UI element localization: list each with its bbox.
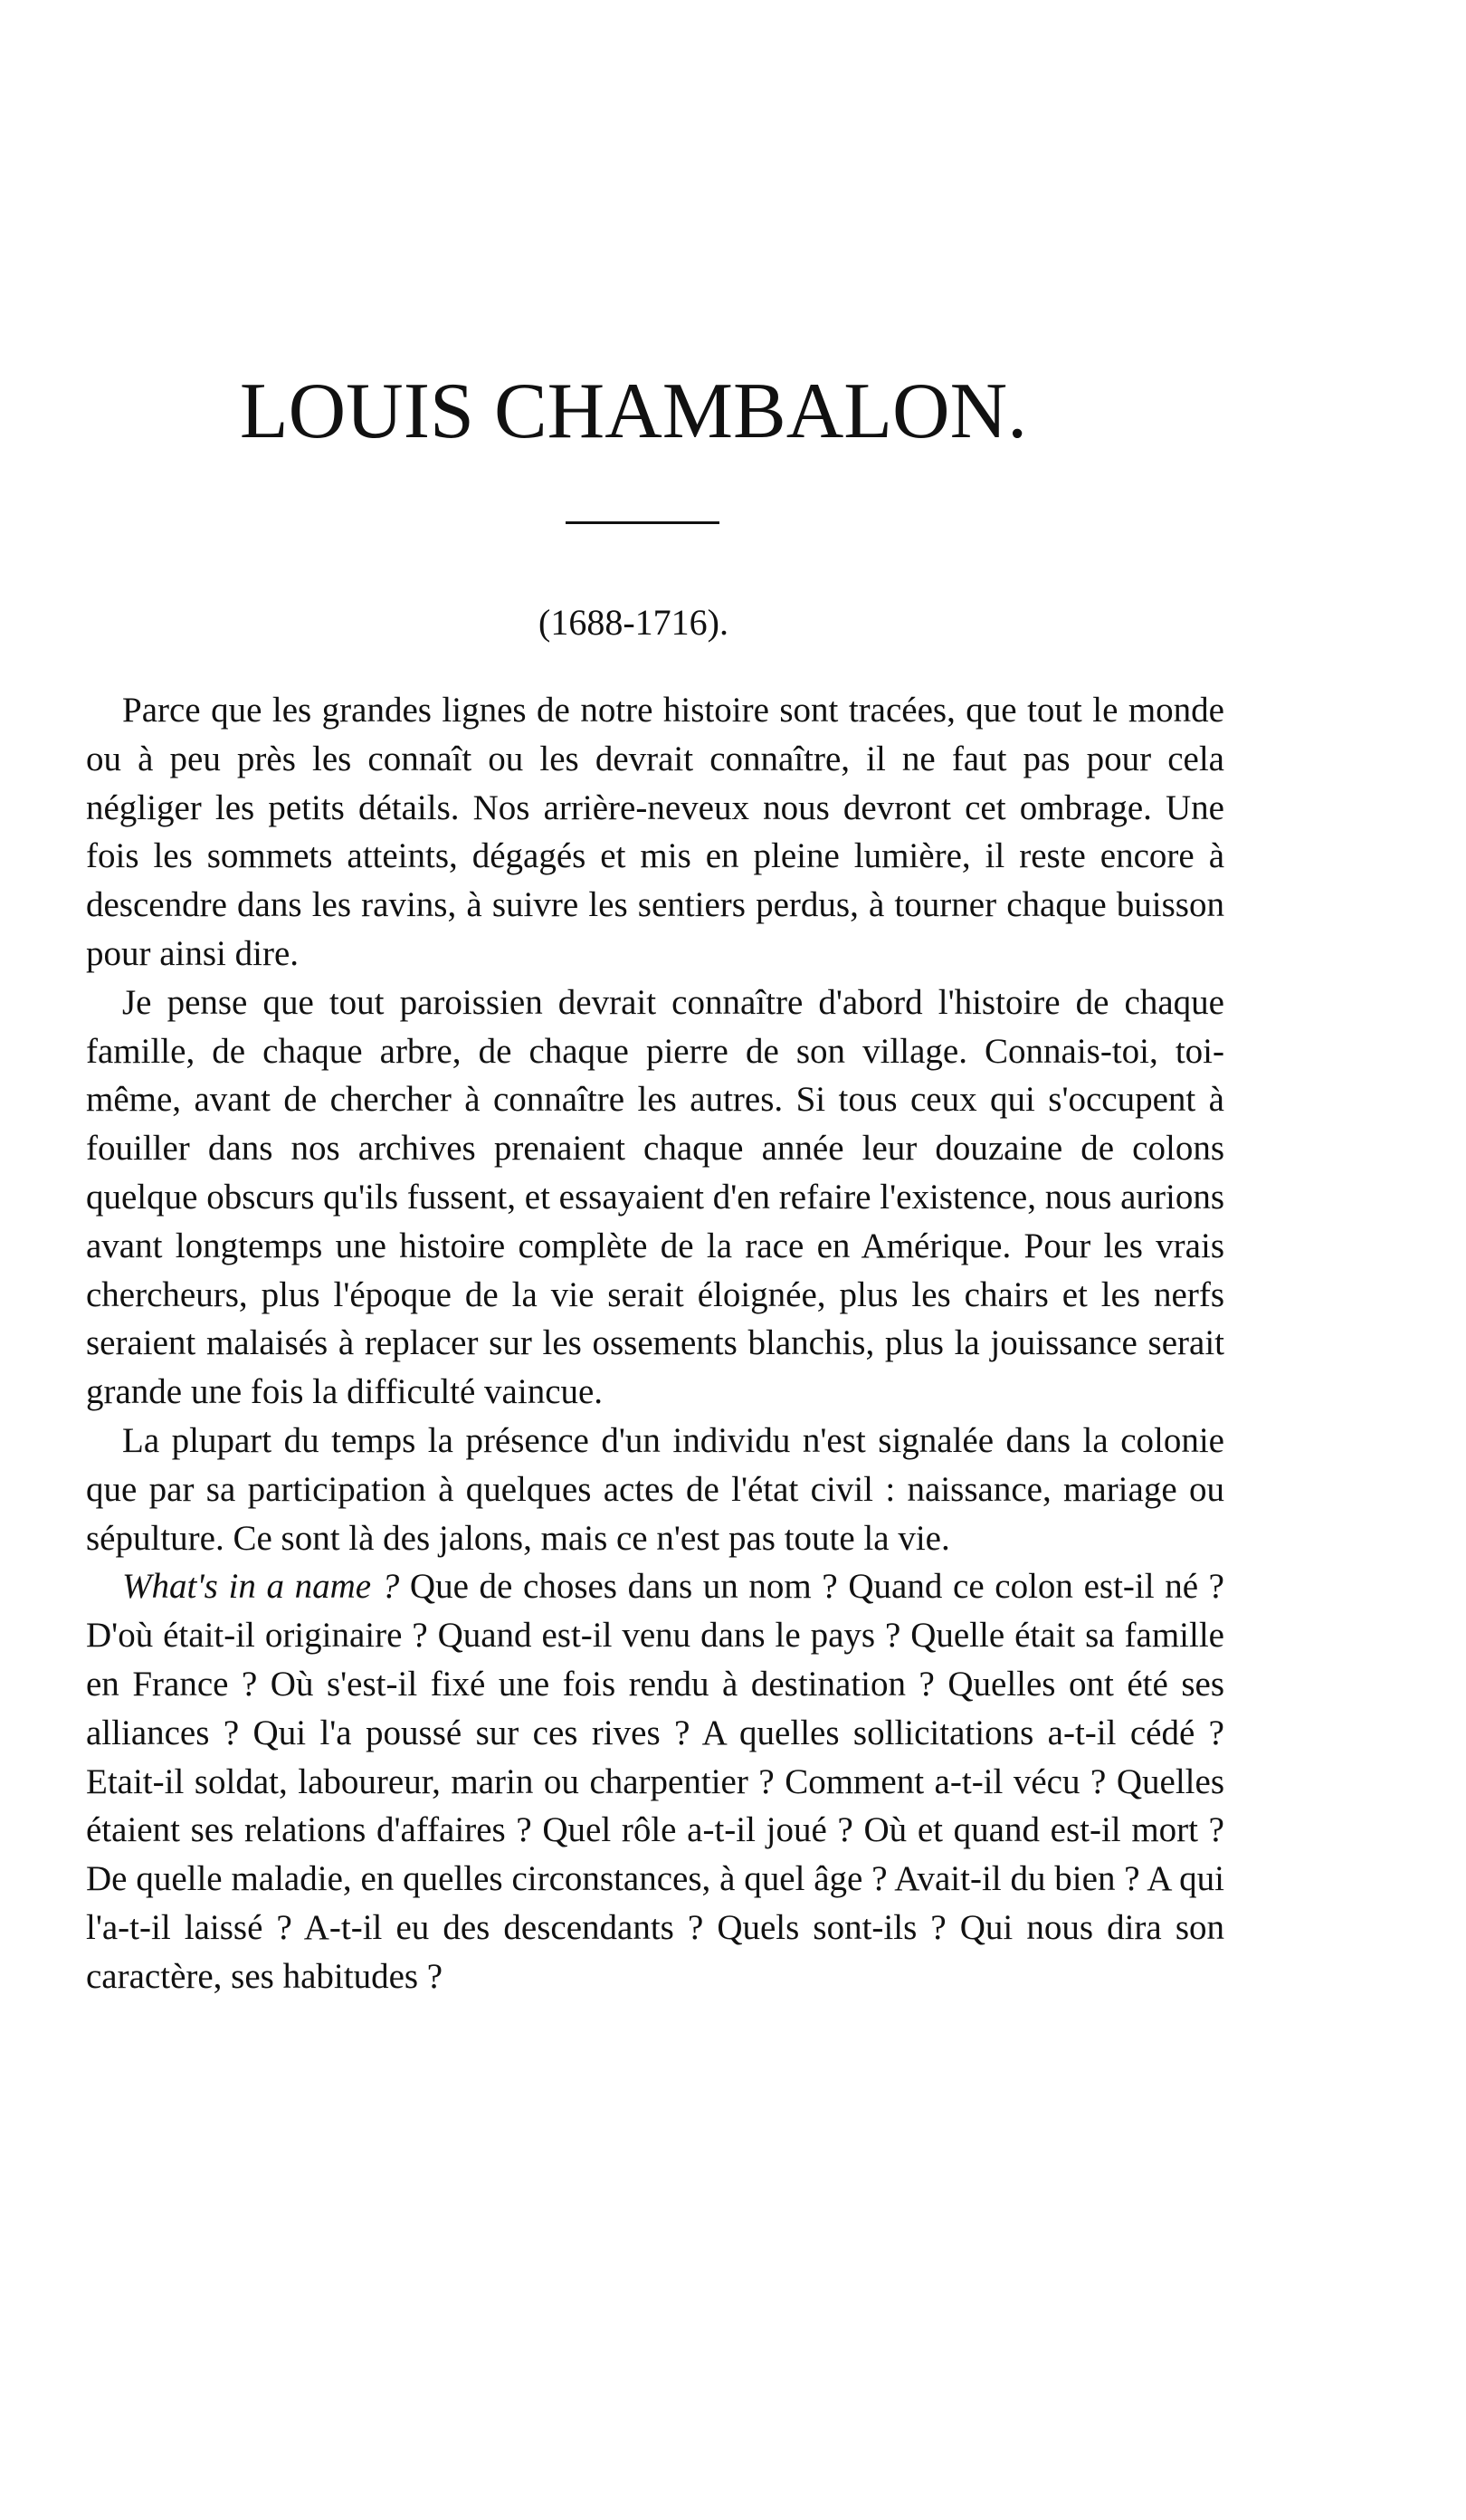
body-text — [86, 686, 1224, 2001]
paragraph-1: Parce que les grandes lignes de notre histoire sont tracées, que tout le monde ou à peu près les connaît ou les devrait connaître, il ne faut pas pour cela négliger les petits détails. Nos arrière-neveux nous devront cet ombrage. Une fois les sommets atteints, dégagés et mis en pleine lumière, il reste encore à descendre dans les ravins, à suivre les sentiers perdus, à tourner chaque buisson pour ainsi dire. — [86, 691, 1224, 973]
italic-lead-phrase: What's in a name ? — [122, 1567, 400, 1607]
paragraph-2: Je pense que tout paroissien devrait connaître d'abord l'histoire de chaque famille, de chaque arbre, de chaque pierre de son village. Connais-toi, toi-même, avant de chercher à connaître les autres. Si tous ceux qui s'occupent à fouiller dans nos archives prenaient chaque année leur douzaine de colons quelque obscurs qu'ils fussent, et essayaient d'en refaire l'existence, nous aurions avant longtemps une histoire complète de la race en Amérique. Pour les vrais chercheurs, plus l'époque de la vie serait éloignée, plus les chairs et les nerfs seraient malaisés à replacer sur les ossements blanchis, plus la jouissance serait grande une fois la difficulté vaincue. — [86, 982, 1224, 1412]
paragraph-4-text: Que de choses dans un nom ? Quand ce colon est-il né ? D'où était-il originaire ? Quand est-il venu dans le pays ? Quelle était sa famille en France ? Où s'est-il fixé une fois rendu à destination ? Quelles ont été ses alliances ? Qui l'a poussé sur ces rives ? A quelles sollicitations a-t-il cédé ? Etait-il soldat, laboureur, marin ou charpentier ? Comment a-t-il vécu ? Quelles étaient ses relations d'affaires ? Quel rôle a-t-il joué ? Où et quand est-il mort ? De quelle maladie, en quelles circonstances, à quel âge ? Avait-il du bien ? A qui l'a-t-il laissé ? A-t-il eu des descendants ? Quels sont-ils ? Qui nous dira son caractère, ses habitudes ? — [86, 1567, 1224, 1996]
title-rule — [566, 521, 719, 524]
paragraph-3: La plupart du temps la présence d'un individu n'est signalée dans la colonie que par sa participation à quelques actes de l'état civil : naissance, mariage ou sépulture. Ce sont là des jalons, mais ce n'est pas toute la vie. — [86, 1420, 1224, 1558]
page-title: LOUIS CHAMBALON. — [239, 368, 1028, 455]
dates-subtitle: (1688-1716). — [538, 602, 728, 643]
paragraph-4 — [86, 1562, 1224, 2000]
